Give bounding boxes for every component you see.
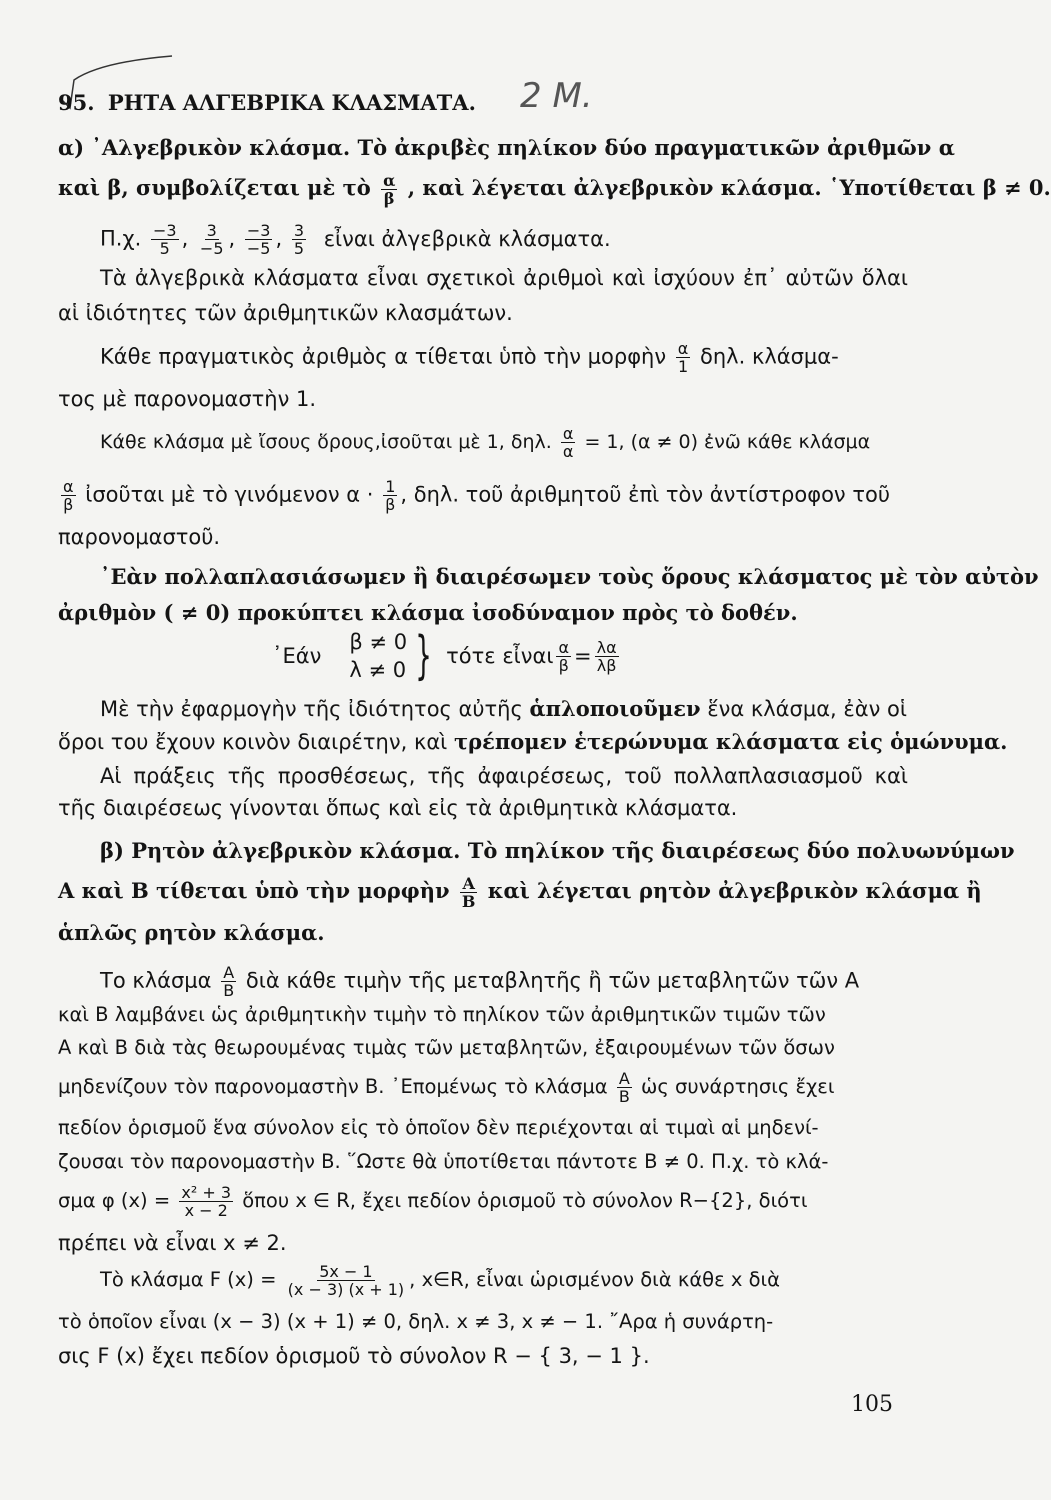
- part-b-line2: Α καὶ Β τίθεται ὑπὸ τὴν μορφὴν $\frac{A}{B}$ καὶ λέγεται ρητὸν ἀλγεβρικὸν κλάσμα ἢ: [58, 874, 982, 911]
- bold-rule: ᾽Εὰν πολλαπλασιάσωμεν ἢ διαιρέσωμεν τοὺς ὅρους κλάσματος μὲ τὸν αὐτὸν: [100, 564, 1039, 589]
- paragraph: τὸ ὁποῖον εἶναι (x − 3) (x + 1) ≠ 0, δηλ. x ≠ 3, x ≠ − 1. ῎Αρα ἡ συνάρτη-: [58, 1310, 774, 1333]
- paragraph: μηδενίζουν τὸν παρονομαστὴν Β. ᾽Επομένως τὸ κλάσμα $\frac{A}{B}$ ὡς συνάρτησις ἔχει: [58, 1069, 835, 1106]
- paragraph: παρονομαστοῦ.: [58, 525, 221, 549]
- section-heading: [58, 88, 908, 118]
- paragraph: πρέπει νὰ εἶναι x ≠ 2.: [58, 1231, 287, 1255]
- paragraph: τος μὲ παρονομαστὴν 1.: [58, 387, 317, 411]
- paragraph: σμα φ (x) = $\frac{\text{x² + 3}}{x - 2}$ ὅπου x ∈ R, ἔχει πεδίον ὁρισμοῦ τὸ σύνολον R−{2}, διότι: [58, 1183, 808, 1220]
- paragraph: Α καὶ Β διὰ τὰς θεωρουμένας τιμὰς τῶν μεταβλητῶν, ἐξαιρουμένων τῶν ὅσων: [58, 1036, 835, 1059]
- part-a-heading: α) ᾽Αλγεβρικὸν κλάσμα. Τὸ ἀκριβὲς πηλίκον δύο πραγματικῶν ἀριθμῶν α: [58, 135, 955, 160]
- condition-block: ᾽Εάν β ≠ 0 λ ≠ 0 } τότε εἶναι $\frac{\alpha}{\beta}$ = $\frac{\lambda\alpha}{\lambda\beta}$: [272, 626, 617, 686]
- paragraph: $\frac{\alpha}{\beta}$ ἰσοῦται μὲ τὸ γινόμενον α · $\frac{1}{\beta}$ , δηλ. τοῦ ἀριθμητοῦ ἐπὶ τὸν ἀντίστροφον τοῦ: [63, 477, 890, 514]
- part-a-line2: καὶ β, συμβολίζεται μὲ τὸ $\frac{\alpha}{\beta}$ , καὶ λέγεται ἀλγεβρικὸν κλάσμα. ῾Υποτίθεται β ≠ 0.: [58, 171, 1051, 208]
- paragraph: Μὲ τὴν ἐφαρμογὴν τῆς ἰδιότητος αὐτῆς ἁπλοποιοῦμεν ἕνα κλάσμα, ἐὰν οἱ: [100, 696, 907, 721]
- paragraph: πεδίον ὁρισμοῦ ἕνα σύνολον εἰς τὸ ὁποῖον δὲν περιέχονται αἱ τιμαὶ αἱ μηδενί-: [58, 1116, 819, 1139]
- page-number: 105: [851, 1392, 893, 1417]
- paragraph: καὶ Β λαμβάνει ὡς ἀριθμητικὴν τιμὴν τὸ πηλίκον τῶν ἀριθμητικῶν τιμῶν τῶν: [58, 1003, 826, 1026]
- section-title: ΡΗΤΑ ΑΛΓΕΒΡΙΚΑ ΚΛΑΣΜΑΤΑ.: [107, 90, 476, 115]
- paragraph: αἱ ἰδιότητες τῶν ἀριθμητικῶν κλασμάτων.: [58, 301, 513, 325]
- paragraph: Το κλάσμα $\frac{A}{B}$ διὰ κάθε τιμὴν τῆς μεταβλητῆς ἢ τῶν μεταβλητῶν τῶν Α: [100, 963, 860, 1000]
- paragraph: ζουσαι τὸν παρονομαστὴν Β. ῞Ωστε θὰ ὑποτίθεται πάντοτε Β ≠ 0. Π.χ. τὸ κλά-: [58, 1150, 829, 1173]
- handwritten-note: 2 Μ.: [520, 76, 593, 116]
- paragraph: ὅροι του ἔχουν κοινὸν διαιρέτην, καὶ τρέπομεν ἑτερώνυμα κλάσματα εἰς ὁμώνυμα.: [58, 729, 1008, 754]
- paragraph: Τὰ ἀλγεβρικὰ κλάσματα εἶναι σχετικοὶ ἀριθμοὶ καὶ ἰσχύουν ἐπ᾽ αὐτῶν ὅλαι: [100, 266, 908, 290]
- part-b-line3: ἁπλῶς ρητὸν κλάσμα.: [58, 920, 325, 945]
- example-line: Π.χ. $\frac{-3}{5}$ , $\frac{3}{-5}$ , $\frac{-3}{-5}$ , $\frac{3}{5}$ εἶναι ἀλγεβρικὰ κλάσματα.: [100, 221, 611, 258]
- bold-rule: ἀριθμὸν ( ≠ 0) προκύπτει κλάσμα ἰσοδύναμον πρὸς τὸ δοθέν.: [58, 600, 798, 625]
- paragraph: Αἱ πράξεις τῆς προσθέσεως, τῆς ἀφαιρέσεως, τοῦ πολλαπλασιασμοῦ καὶ: [100, 764, 908, 788]
- section-number: 95.: [58, 90, 95, 115]
- paragraph: τῆς διαιρέσεως γίνονται ὅπως καὶ εἰς τὰ ἀριθμητικὰ κλάσματα.: [58, 796, 738, 820]
- paragraph: σις F (x) ἔχει πεδίον ὁρισμοῦ τὸ σύνολον R − { 3, − 1 }.: [58, 1344, 650, 1368]
- paragraph: Κάθε πραγματικὸς ἀριθμὸς α τίθεται ὑπὸ τὴν μορφὴν $\frac{\alpha}{1}$ δηλ. κλάσμα-: [100, 339, 839, 376]
- part-b-heading: β) Ρητὸν ἀλγεβρικὸν κλάσμα. Τὸ πηλίκον τῆς διαιρέσεως δύο πολυωνύμων: [100, 838, 1015, 863]
- paragraph: Κάθε κλάσμα μὲ ἴσους ὅρους,ἰσοῦται μὲ 1, δηλ. $\frac{\alpha}{\alpha}$ = 1, (α ≠ 0) ἐνῶ κάθε κλάσμα: [100, 424, 871, 461]
- paragraph: Τὸ κλάσμα F (x) = $\frac{5x - 1}{(x - 3) (x + 1)}$ , x∈R, εἶναι ὡρισμένον διὰ κάθε x διὰ: [100, 1262, 780, 1299]
